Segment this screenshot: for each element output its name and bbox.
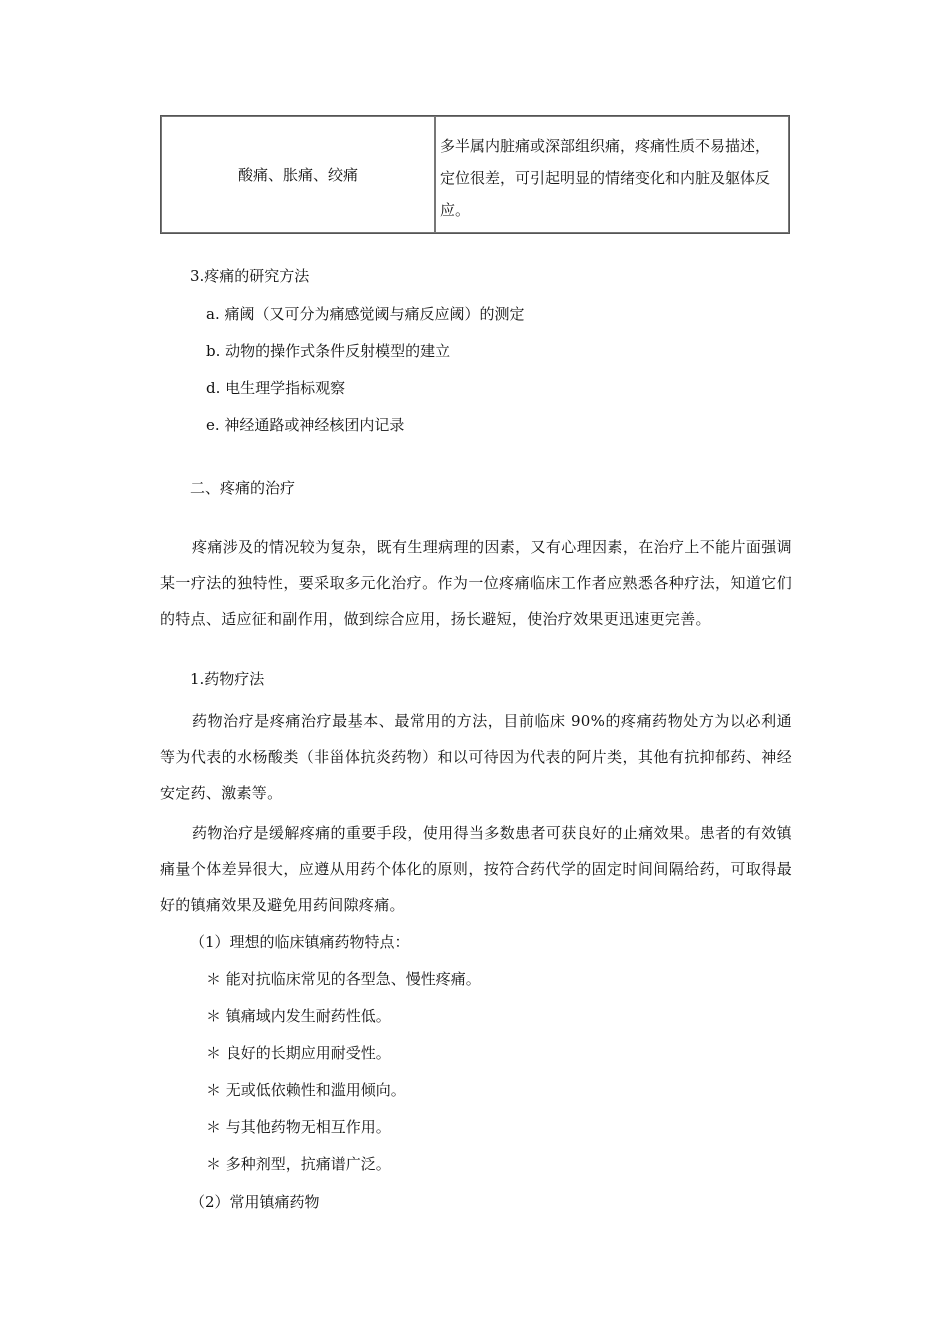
ideal-drug-item: ＊ 镇痛域内发生耐药性低。 bbox=[206, 1007, 391, 1025]
research-item: d. 电生理学指标观察 bbox=[206, 379, 346, 397]
research-item: b. 动物的操作式条件反射模型的建立 bbox=[206, 342, 451, 360]
pain-type-cell: 酸痛、胀痛、绞痛 bbox=[161, 116, 435, 233]
section-heading-treatment: 二、疼痛的治疗 bbox=[190, 479, 296, 497]
research-methods-heading: 3.疼痛的研究方法 bbox=[190, 267, 310, 285]
research-item: e. 神经通路或神经核团内记录 bbox=[206, 416, 405, 434]
table-row bbox=[161, 116, 789, 233]
drug-therapy-paragraph-1: 药物治疗是疼痛治疗最基本、最常用的方法，目前临床 90%的疼痛药物处方为以必利通等为代表的水杨酸类（非甾体抗炎药物）和以可待因为代表的阿片类，其他有抗抑郁药、神经安定药、激素等。 bbox=[160, 712, 792, 802]
drug-therapy-paragraph-2: 药物治疗是缓解疼痛的重要手段，使用得当多数患者可获良好的止痛效果。患者的有效镇痛量个体差异很大，应遵从用药个体化的原则，按符合药代学的固定时间间隔给药，可取得最好的镇痛效果及避免用药间隙疼痛。 bbox=[160, 824, 792, 914]
pain-type-table bbox=[160, 115, 790, 234]
pain-description-cell: 多半属内脏痛或深部组织痛，疼痛性质不易描述，定位很差，可引起明显的情绪变化和内脏及躯体反应。 bbox=[435, 116, 789, 233]
common-drugs-heading: （2）常用镇痛药物 bbox=[190, 1193, 320, 1211]
ideal-drug-item: ＊ 良好的长期应用耐受性。 bbox=[206, 1044, 391, 1062]
ideal-drug-item: ＊ 无或低依赖性和滥用倾向。 bbox=[206, 1081, 406, 1099]
ideal-drug-item: ＊ 能对抗临床常见的各型急、慢性疼痛。 bbox=[206, 970, 481, 988]
research-item: a. 痛阈（又可分为痛感觉阈与痛反应阈）的测定 bbox=[206, 305, 525, 323]
ideal-drug-heading: （1）理想的临床镇痛药物特点： bbox=[190, 933, 410, 951]
ideal-drug-item: ＊ 多种剂型，抗痛谱广泛。 bbox=[206, 1155, 391, 1173]
treatment-intro-paragraph: 疼痛涉及的情况较为复杂，既有生理病理的因素，又有心理因素，在治疗上不能片面强调某一疗法的独特性，要采取多元化治疗。作为一位疼痛临床工作者应熟悉各种疗法，知道它们的特点、适应征和副作用，做到综合应用，扬长避短，使治疗效果更迅速更完善。 bbox=[160, 538, 792, 628]
ideal-drug-item: ＊ 与其他药物无相互作用。 bbox=[206, 1118, 391, 1136]
drug-therapy-heading: 1.药物疗法 bbox=[190, 670, 265, 688]
